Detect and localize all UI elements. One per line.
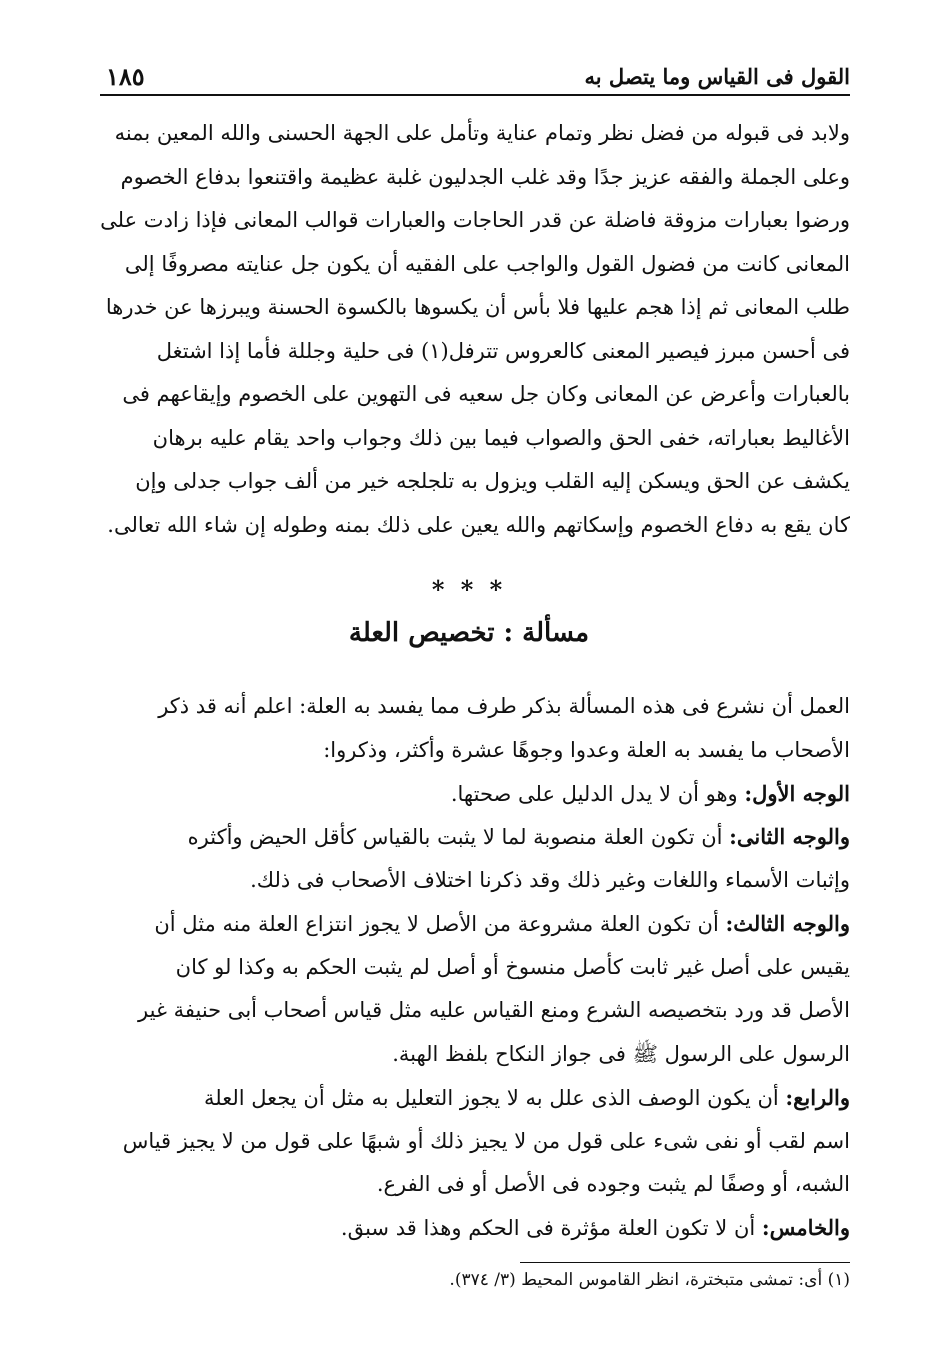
text-line: الشبه، أو وصفًا لم يثبت وجوده فى الأصل أو فى الفرع. [376,1172,850,1196]
item-text: وهو أن لا يدل الدليل على صحتها. [450,782,738,806]
item-second [90,815,850,902]
text-line: اسم لقب أو نفى شىء على قول من لا يجيز ذلك أو شبهًا على قول من لا يجيز قياس [122,1128,850,1153]
running-header [100,60,850,94]
text-line: العمل أن نشرع فى هذه المسألة بذكر طرف مما يفسد به العلة: اعلم أنه قد ذكر [158,694,850,718]
text-line [90,1076,850,1120]
item-text: أن تكون العلة منصوبة لما لا يثبت بالقياس كأقل الحيض وأكثره [187,825,723,849]
item-label: والوجه الثانى: [729,824,850,849]
text-line: بالعبارات وأعرض عن المعانى وكان جل سعيه فى التهوين على الخصوم وإيقاعهم فى [122,382,850,406]
text-line: الأصل قد ورد بتخصيصه الشرع ومنع القياس عليه مثل قياس أصحاب أبى حنيفة غير [138,998,850,1022]
section-separator: * * * [431,575,507,604]
text-line: ورضوا بعبارات مزوقة فاضلة عن قدر الحاجات والعبارات قوالب المعانى فإذا زادت على [100,208,850,232]
item-third [90,902,850,1076]
intro-paragraph [90,112,850,547]
footnote-rule [520,1262,850,1263]
text-line: الرسول على الرسول ﷺ فى جواز النكاح بلفظ الهبة. [392,1041,850,1066]
item-label: الوجه الأول: [744,781,850,806]
item-label: والخامس: [761,1215,850,1240]
item-fourth [90,1076,850,1207]
item-text: أن تكون العلة مشروعة من الأصل لا يجوز انتزاع العلة منه مثل أن [154,912,719,936]
item-label: والوجه الثالث: [725,911,850,936]
text-line: يقيس على أصل غير ثابت كأصل منسوخ أو أصل لم يثبت الحكم به وكذا لو كان [175,954,850,979]
page-number: ١٨٥ [106,62,145,91]
text-line: فى أحسن مبرز فيصير المعنى كالعروس تترفل(١) فى حلية وجللة فأما إذا اشتغل [156,338,850,363]
text-line: طلب المعانى ثم إذا هجم عليها فلا بأس أن يكسوها بالكسوة الحسنة ويبرزها عن خدرها [105,295,850,319]
item-text: أن يكون الوصف الذى علل به لا يجوز التعليل به مثل أن يجعل العلة [204,1086,779,1110]
text-line [90,1206,850,1250]
header-rule [100,94,850,96]
chapter-title: القول فى القياس وما يتصل به [584,64,850,89]
section-intro-paragraph [90,685,850,772]
text-line: وعلى الجملة والفقه عزيز جدًا وقد غلب الجدليون غلبة عظيمة واقتنعوا بدفاع الخصوم [120,164,850,189]
text-line: وإثبات الأسماء واللغات وغير ذلك وقد ذكرنا اختلاف الأصحاب فى ذلك. [250,867,850,892]
item-label: والرابع: [785,1085,850,1110]
footnote: (١) أى: تمشى متبخترة، انظر القاموس المحيط (٣/ ٣٧٤). [449,1270,850,1290]
text-line: ولابد فى قبوله من فضل نظر وتمام عناية وتأمل على الجهة الحسنى والله المعين بمنه [114,121,850,145]
item-first [90,772,850,816]
text-line: المعانى كانت من فضول القول والواجب على الفقيه أن يكون جل عنايته مصروفًا إلى [124,251,850,276]
section-heading: مسألة : تخصيص العلة [348,618,590,648]
text-line: يكشف عن الحق ويسكن إليه القلب ويزول به تلجلجه خير من ألف جواب جدلى وإن [135,469,850,493]
text-line [90,815,850,859]
item-text: أن لا تكون العلة مؤثرة فى الحكم وهذا قد سبق. [340,1216,756,1240]
text-line: كان يقع به دفاع الخصوم وإسكاتهم والله يعين على ذلك بمنه وطوله إن شاء الله تعالى. [107,512,850,537]
text-line: الأصحاب ما يفسد به العلة وعدوا وجوهًا عشرة وأكثر، وذكروا: [323,737,850,762]
text-line [90,772,850,816]
item-fifth [90,1206,850,1250]
text-line [90,902,850,946]
text-line: الأغاليط بعباراته، خفى الحق والصواب فيما بين ذلك وجواب واحد يقام عليه برهان [152,425,850,450]
